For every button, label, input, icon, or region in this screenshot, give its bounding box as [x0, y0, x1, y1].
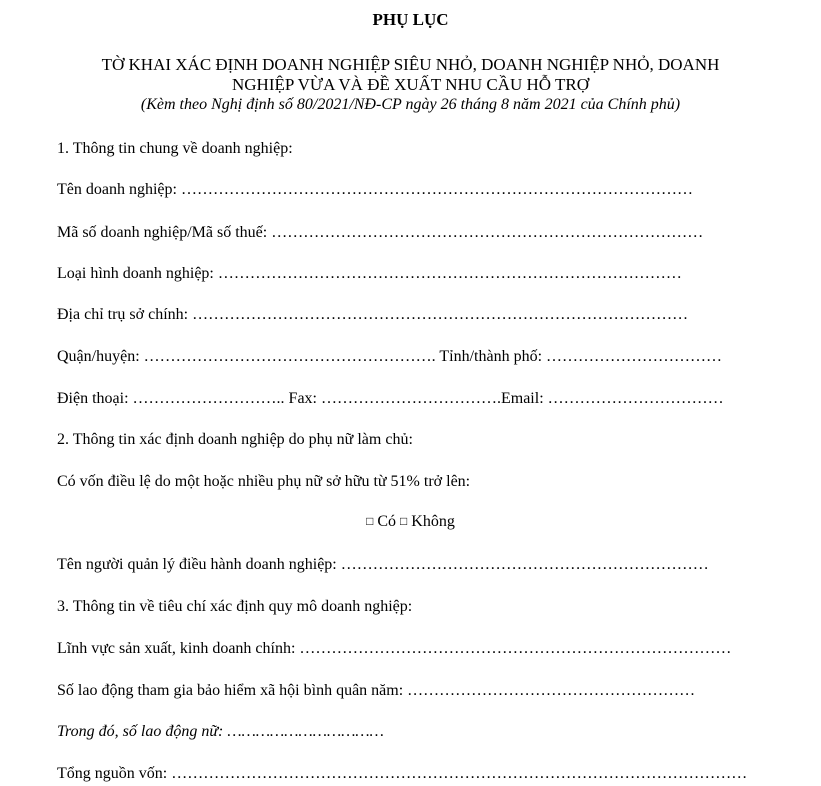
district-city-line: Quận/huyện: ………………………………………………. Tỉnh/thành phố: ……………………………	[57, 348, 723, 365]
address-line: Địa chỉ trụ sở chính: …………………………………………………………………………………	[57, 306, 689, 323]
tax-code-line: Mã số doanh nghiệp/Mã số thuế: ………………………………………………………………………	[57, 224, 704, 241]
form-title-line2: NGHIỆP VỪA VÀ ĐỀ XUẤT NHU CẦU HỖ TRỢ	[232, 75, 589, 94]
section2-heading: 2. Thông tin xác định doanh nghiệp do phụ nữ làm chủ:	[57, 431, 413, 448]
section1-heading: 1. Thông tin chung về doanh nghiệp:	[57, 140, 293, 157]
avg-workers-line: Số lao động tham gia bảo hiểm xã hội bình quân năm: ………………………………………………	[57, 682, 696, 699]
manager-name-line: Tên người quản lý điều hành doanh nghiệp: ……………………………………………………………	[57, 556, 709, 573]
company-name-line: Tên doanh nghiệp: ……………………………………………………………………………………	[57, 181, 693, 198]
yes-checkbox[interactable]: □	[366, 514, 374, 528]
business-type-line: Loại hình doanh nghiệp: ……………………………………………………………………………	[57, 265, 682, 282]
female-workers-line: Trong đó, số lao động nữ: ……………………………	[57, 723, 384, 740]
capital-question: Có vốn điều lệ do một hoặc nhiều phụ nữ sở hữu từ 51% trở lên:	[57, 473, 471, 490]
main-field-line: Lĩnh vực sản xuất, kinh doanh chính: ………………………………………………………………………	[57, 640, 732, 657]
appendix-heading: PHỤ LỤC	[372, 10, 449, 29]
section3-heading: 3. Thông tin về tiêu chí xác định quy mô doanh nghiệp:	[57, 598, 413, 615]
no-checkbox[interactable]: □	[400, 514, 408, 528]
form-subtitle: (Kèm theo Nghị định số 80/2021/NĐ-CP ngày 26 tháng 8 năm 2021 của Chính phủ)	[140, 96, 681, 113]
contact-line: Điện thoại: ……………………….. Fax: …………………………….Email: ……………………………	[57, 390, 724, 407]
ownership-options	[0, 513, 821, 531]
yes-label: Có	[377, 513, 397, 530]
no-label: Không	[411, 513, 455, 530]
total-capital-line: Tổng nguồn vốn: ………………………………………………………………………………………………	[57, 765, 748, 782]
form-title-line1: TỜ KHAI XÁC ĐỊNH DOANH NGHIỆP SIÊU NHỎ, DOANH NGHIỆP NHỎ, DOANH	[101, 55, 720, 74]
